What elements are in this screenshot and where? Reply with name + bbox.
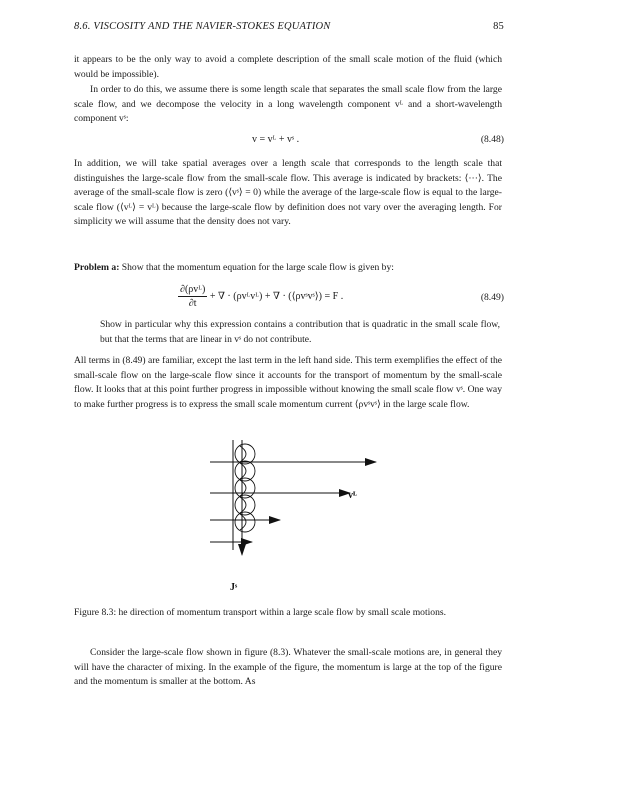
JS-label: Jˢ bbox=[230, 582, 238, 593]
fraction-denominator: ∂t bbox=[188, 298, 197, 309]
paragraph-averaging: In addition, we will take spatial averages over a length scale that corresponds to the length scale that distinguishes the large-scale flow from the small-scale flow. This average is indicated by brackets: ⟨···⟩. The average of the small-scale flow is zero (⟨vˢ⟩ = 0) while the average of the large-scale flow is equal to the large-scale flow (⟨vᴸ⟩ = vᴸ) because the large-scale flow by definition does not vary over the averaging length. For simplicity we will assume that the density does not vary. bbox=[74, 158, 502, 228]
figure-8-3 bbox=[200, 440, 380, 600]
paragraph-momentum-current: All terms in (8.49) are familiar, except the last term in the left hand side. This term exemplifies the effect of the small-scale flow on the large-scale flow since it accounts for the transport of momentum by the small-scale flow. It looks that at this point further progress in impossible without knowing the small scale flow vˢ. One way to make further progress is to express the small scale momentum current ⟨ρvˢvˢ⟩ in the large scale flow. bbox=[74, 355, 502, 410]
equation-number-8-48: (8.48) bbox=[480, 134, 504, 145]
equation-terms: + ∇ · (ρvᴸvᴸ) + ∇ · (⟨ρvˢvˢ⟩) = F . bbox=[209, 291, 344, 302]
equation-number-8-49: (8.49) bbox=[480, 292, 504, 303]
problem-label: Problem a: bbox=[74, 262, 120, 273]
equation-8-49 bbox=[178, 283, 343, 310]
time-derivative-fraction bbox=[178, 283, 207, 310]
running-header: 8.6. VISCOSITY AND THE NAVIER-STOKES EQUATION bbox=[74, 21, 331, 32]
momentum-transport-diagram bbox=[200, 440, 380, 600]
figure-caption: Figure 8.3: he direction of momentum transport within a large scale flow by small scale motions. bbox=[74, 607, 447, 618]
problem-follow-up: Show in particular why this expression contains a contribution that is quadratic in the small scale flow, but that the terms that are linear in vˢ do not contribute. bbox=[100, 319, 500, 345]
small-scale-eddies bbox=[235, 444, 255, 532]
vL-label: vᴸ bbox=[348, 490, 357, 501]
problem-text: Show that the momentum equation for the large scale flow is given by: bbox=[121, 262, 394, 273]
paragraph-decomposition: In order to do this, we assume there is some length scale that separates the small scale flow from the large scale flow, and we decompose the velocity in a long wavelength component vᴸ and a short-wavelength component vˢ: bbox=[74, 84, 502, 125]
equation-8-48: v = vᴸ + vˢ . bbox=[252, 134, 300, 145]
problem-statement bbox=[74, 261, 502, 276]
page-number: 85 bbox=[493, 21, 504, 32]
paragraph-mixing: Consider the large-scale flow shown in figure (8.3). Whatever the small-scale motions are, in general they will have the character of mixing. In the example of the figure, the momentum is large at the top of the figure and the momentum is smaller at the bottom. As bbox=[74, 647, 502, 688]
fraction-numerator: ∂(ρvᴸ) bbox=[180, 284, 206, 295]
paragraph-continuation: it appears to be the only way to avoid a complete description of the small scale motion of the fluid (which would be impossible). bbox=[74, 54, 502, 80]
